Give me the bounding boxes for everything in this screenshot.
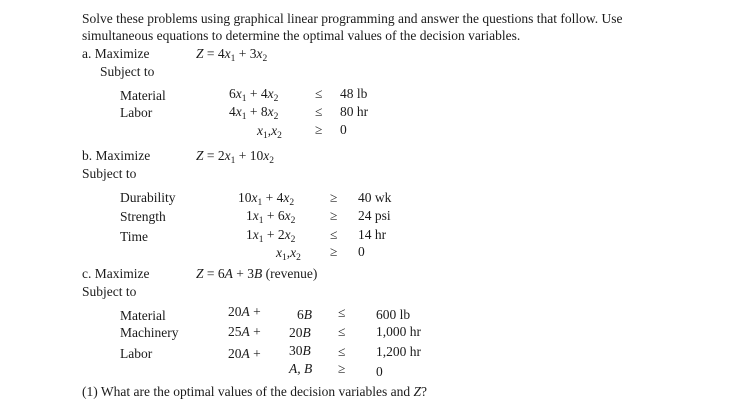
problem-a-nonnegativity-operator: ≥ [315,122,323,137]
problem-c-nonnegativity-vars: A, B [289,361,313,376]
problem-b-constraint-name: Strength [120,209,166,224]
problem-b-constraint-name: Durability [120,190,176,205]
intro-line-1: Solve these problems using graphical linear programming and answer the questions that follow. Use [82,11,623,26]
problem-c-constraint-rhs: 1,000 hr [376,324,421,339]
problem-a-nonnegativity-rhs: 0 [340,122,347,137]
problem-b-objective: $Z = 2x_1 + 10x_2$ [196,148,275,166]
problem-c-nonnegativity-rhs: 0 [376,364,383,379]
problem-a-nonnegativity-vars: $x_1,x_2$ [257,123,282,141]
problem-c-nonnegativity-operator: ≥ [338,361,346,376]
problem-c-label: c. Maximize [82,266,150,281]
problem-b-constraint-operator: ≥ [330,208,338,223]
problem-b-constraint-operator: ≥ [330,190,338,205]
problem-a-constraint-name: Material [120,88,166,103]
problem-b-constraint-rhs: 40 wk [358,190,392,205]
problem-c-subject-to: Subject to [82,284,137,299]
problem-c-constraint-b-term: 6B [297,307,312,322]
problem-a-constraint-expression: $4x_1 + 8x_2$ [229,104,279,122]
problem-b-nonnegativity-operator: ≥ [330,244,338,259]
problem-a-subject-to: Subject to [100,64,155,79]
problem-c-constraint-rhs: 1,200 hr [376,344,421,359]
problem-c-constraint-name: Labor [120,346,153,361]
problem-a-label: a. Maximize [82,46,150,61]
problem-a-constraint-rhs: 48 lb [340,86,368,101]
problem-c-constraint-name: Machinery [120,325,179,340]
problem-c-constraint-b-term: 20B [289,325,311,340]
problem-c-constraint-b-term: 30B [289,343,311,358]
problem-c-constraint-name: Material [120,308,166,323]
problem-b-nonnegativity-vars: $x_1,x_2$ [276,245,301,263]
problem-c-constraint-operator: ≤ [338,344,346,359]
problem-b-constraint-name: Time [120,229,149,244]
problem-c-constraint-a-term: 20A + [228,346,261,361]
problem-a-constraint-expression: $6x_1 + 4x_2$ [229,86,279,104]
problem-b-constraint-rhs: 14 hr [358,227,387,242]
intro-line-2: simultaneous equations to determine the optimal values of the decision variables. [82,28,521,43]
problem-c-objective: Z = 6A + 3B (revenue) [196,266,318,281]
problem-a-constraint-operator: ≤ [315,104,323,119]
question-1: (1) What are the optimal values of the decision variables and Z? [82,384,428,399]
problem-c-constraint-operator: ≤ [338,305,346,320]
problem-c-constraint-rhs: 600 lb [376,307,411,322]
problem-a-constraint-rhs: 80 hr [340,104,369,119]
problem-a-constraint-operator: ≤ [315,86,323,101]
problem-b-nonnegativity-rhs: 0 [358,244,365,259]
problem-c-constraint-a-term: 20A + [228,304,261,319]
problem-c-constraint-a-term: 25A + [228,324,261,339]
problem-b-constraint-expression: $1x_1 + 2x_2$ [246,227,296,245]
problem-b-label: b. Maximize [82,148,151,163]
problem-b-subject-to: Subject to [82,166,137,181]
problem-b-constraint-operator: ≤ [330,227,338,242]
problem-b-constraint-expression: $1x_1 + 6x_2$ [246,208,296,226]
problem-c-constraint-operator: ≤ [338,324,346,339]
problem-b-constraint-expression: $10x_1 + 4x_2$ [238,190,295,208]
problem-b-constraint-rhs: 24 psi [358,208,391,223]
problem-a-constraint-name: Labor [120,105,153,120]
problem-a-objective: $Z = 4x_1 + 3x_2$ [196,46,268,64]
